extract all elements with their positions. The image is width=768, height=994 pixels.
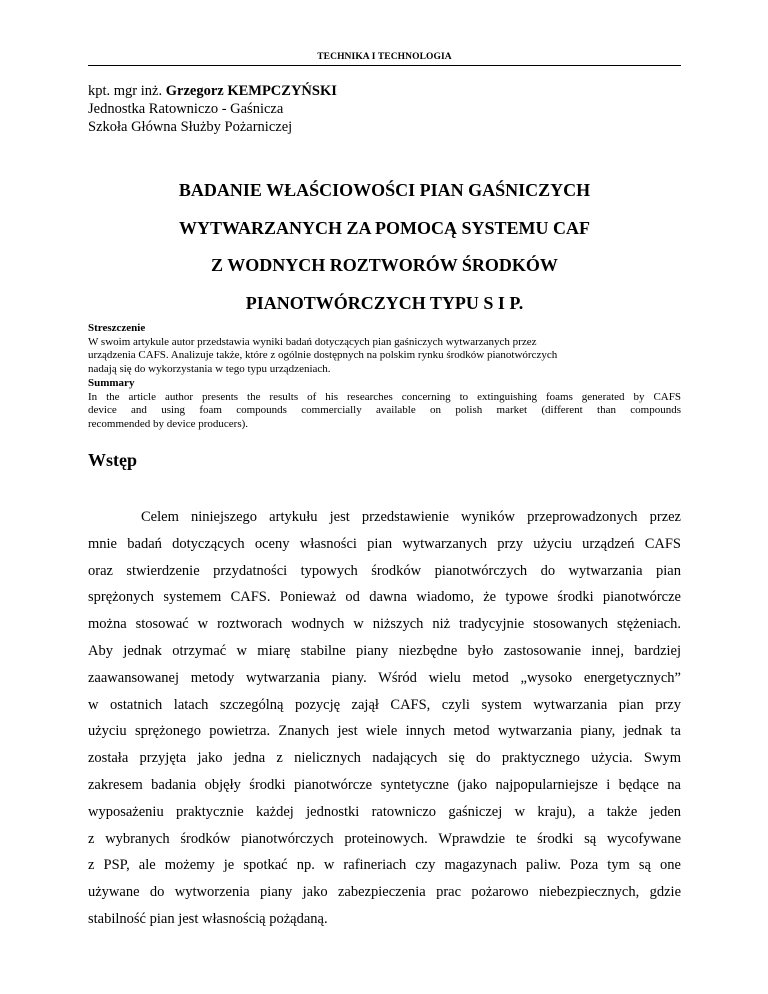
author-school: Szkoła Główna Służby Pożarniczej bbox=[88, 119, 293, 135]
paragraph-line: mnie badań dotyczących oceny własności pian wytwarzanych przy użyciu urządzeń CAFS bbox=[88, 535, 681, 552]
paragraph-line: użyciu sprężonego powietrza. Znanych jest wiele innych metod wytwarzania piany, jednak ta bbox=[88, 723, 681, 740]
paragraph-line: sprężonych systemem CAFS. Ponieważ od dawna wiadomo, że typowe środki pianotwórcze bbox=[88, 589, 681, 606]
streszczenie-line: W swoim artykule autor przedstawia wyniki badań dotyczących pian gaśniczych wytwarzanych przez bbox=[88, 335, 537, 348]
article-title bbox=[88, 172, 681, 322]
paragraph-line: Aby jednak otrzymać w miarę stabilne piany niezbędne było zastosowanie innej, bardziej bbox=[88, 642, 681, 659]
summary-line: In the article author presents the results of his researches concerning to extinguishing foams generated by CAFS bbox=[88, 390, 681, 403]
title-line: BADANIE WŁAŚCIOWOŚCI PIAN GAŚNICZYCH bbox=[178, 180, 591, 200]
running-header: TECHNIKA I TECHNOLOGIA bbox=[317, 52, 452, 62]
paragraph-line: Celem niniejszego artykułu jest przedstawienie wyników przeprowadzonych przez bbox=[141, 509, 681, 525]
streszczenie-body bbox=[88, 336, 681, 377]
paragraph-line: z wybranych środków pianotwórczych proteinowych. Wprawdzie te środki są wycofywane bbox=[88, 830, 681, 847]
paragraph-line: z PSP, ale możemy je spotkać np. w rafineriach czy magazynach paliw. Poza tym są one bbox=[88, 857, 681, 874]
title-line: PIANOTWÓRCZYCH TYPU S I P. bbox=[245, 292, 524, 313]
streszczenie-block bbox=[88, 322, 681, 376]
paragraph-line: oraz stwierdzenie przydatności typowych środków pianotwórczych do wytwarzania pian bbox=[88, 562, 681, 579]
title-line: WYTWARZANYCH ZA POMOCĄ SYSTEMU CAF bbox=[178, 217, 591, 238]
paragraph-line: używane do wytworzenia piany jako zabezpieczenia prac pożarowo niebezpiecznych, gdzie bbox=[88, 884, 681, 901]
author-block bbox=[88, 82, 337, 136]
streszczenie-heading: Streszczenie bbox=[88, 322, 146, 334]
paragraph-line: została przyjęta jako jedna z nielicznych nadających się do praktycznego użycia. Swym bbox=[88, 750, 681, 767]
paragraph-line: stabilność pian jest własnością pożądaną. bbox=[88, 910, 328, 927]
author-name: Grzegorz KEMPCZYŃSKI bbox=[165, 83, 337, 99]
intro-paragraph bbox=[88, 504, 681, 933]
streszczenie-line: nadają się do wykorzystania w tego typu urządzeniach. bbox=[88, 362, 331, 375]
summary-heading: Summary bbox=[88, 377, 135, 389]
paragraph-line: można stosować w roztworach wodnych w niższych niż tradycyjnie stosowanych stężeniach. bbox=[88, 616, 681, 633]
summary-line: recommended by device producers). bbox=[88, 417, 249, 430]
author-degree: kpt. mgr inż. bbox=[88, 83, 163, 99]
paragraph-line: wyposażeniu praktycznie każdej jednostki ratowniczo gaśniczej w kraju), a także jeden bbox=[88, 803, 681, 820]
paragraph-line: w ostatnich latach szczególną pozycję zajął CAFS, czyli system wytwarzania pian przy bbox=[88, 696, 681, 713]
author-line bbox=[88, 82, 337, 100]
summary-line: device and using foam compounds commercially available on polish market (different than compounds bbox=[88, 404, 681, 416]
paragraph-line: zaawansowanej metody wytwarzania piany. Wśród wielu metod „wysoko energetycznych” bbox=[88, 669, 681, 686]
summary-block bbox=[88, 377, 681, 431]
streszczenie-line: urządzenia CAFS. Analizuje także, które z ogólnie dostępnych na polskim rynku środków pianotwórczych bbox=[88, 349, 558, 361]
header-rule bbox=[88, 65, 681, 66]
section-heading-wstep: Wstęp bbox=[88, 450, 137, 470]
paragraph-line: zakresem badania objęły środki pianotwórcze syntetyczne (jako najpopularniejsze i będące na bbox=[88, 776, 681, 793]
author-unit: Jednostka Ratowniczo - Gaśnicza bbox=[88, 101, 284, 117]
summary-body bbox=[88, 391, 681, 432]
title-line: Z WODNYCH ROZTWORÓW ŚRODKÓW bbox=[211, 255, 558, 275]
